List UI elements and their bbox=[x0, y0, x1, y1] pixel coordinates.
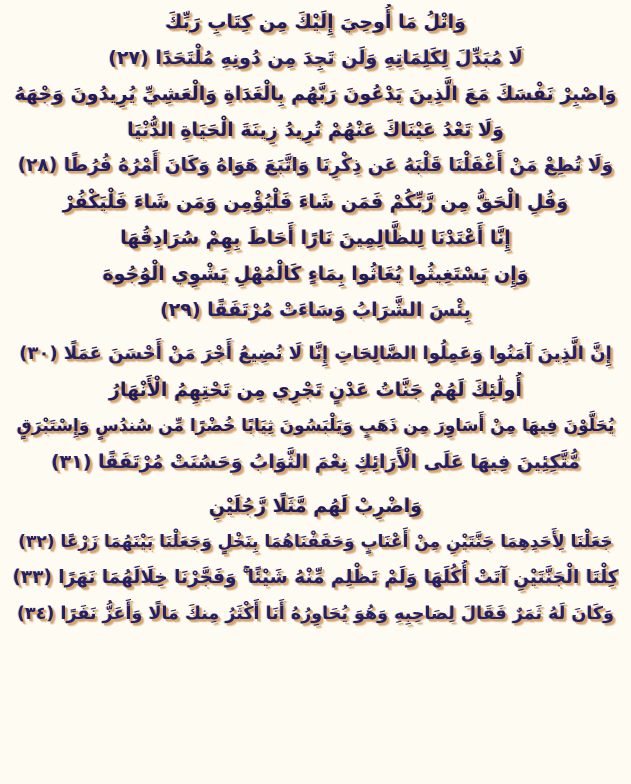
verse-gap bbox=[12, 328, 619, 336]
verse-line-13: مُّتَّكِئِينَ فِيهَا عَلَى الْأَرَائِكِ نِعْمَ الثَّوَابُ وَحَسُنَتْ مُرْتَفَقًا (٣١) bbox=[50, 451, 581, 473]
verse-line-10: إِنَّ الَّذِينَ آمَنُوا وَعَمِلُوا الصَّالِحَاتِ إِنَّا لَا نُضِيعُ أَجْرَ مَنْ أَحْسَنَ عَمَلًا (٣٠) bbox=[19, 343, 612, 364]
verse-line-6: وَقُلِ الْحَقُّ مِن رَّبِّكُمْ فَمَن شَاءَ فَلْيُؤْمِن وَمَن شَاءَ فَلْيَكْفُرْ bbox=[62, 191, 569, 213]
verse-line-7: إِنَّا أَعْتَدْنَا لِلظَّالِمِينَ نَارًا أَحَاطَ بِهِمْ سُرَادِقُهَا bbox=[120, 227, 511, 249]
verse-line-5: وَلَا تُطِعْ مَنْ أَغْفَلْنَا قَلْبَهُ عَن ذِكْرِنَا وَاتَّبَعَ هَوَاهُ وَكَانَ أَمْرُهُ فُرُطًا (٢٨) bbox=[17, 155, 614, 176]
verse-line-14: وَاضْرِبْ لَهُم مَّثَلًا رَّجُلَيْنِ bbox=[208, 495, 423, 517]
verse-line-8: وَإِن يَسْتَغِيثُوا يُغَاثُوا بِمَاءٍ كَالْمُهْلِ يَشْوِي الْوُجُوهَ bbox=[102, 263, 529, 285]
verse-line-4: وَلَا تَعْدُ عَيْنَاكَ عَنْهُمْ تُرِيدُ زِينَةَ الْحَيَاةِ الدُّنْيَا bbox=[127, 119, 504, 141]
verse-line-11: أُولَٰئِكَ لَهُمْ جَنَّاتُ عَدْنٍ تَجْرِي مِن تَحْتِهِمُ الْأَنْهَارُ bbox=[109, 379, 522, 401]
verse-line-2: لَا مُبَدِّلَ لِكَلِمَاتِهِ وَلَن تَجِدَ مِن دُونِهِ مُلْتَحَدًا (٢٧) bbox=[108, 47, 523, 69]
verse-line-3: وَاصْبِرْ نَفْسَكَ مَعَ الَّذِينَ يَدْعُونَ رَبَّهُم بِالْغَدَاةِ وَالْعَشِيِّ يُرِيدُونَ وَجْهَهُ bbox=[14, 83, 617, 105]
verse-line-1: وَاتْلُ مَا أُوحِيَ إِلَيْكَ مِن كِتَابِ رَبِّكَ bbox=[165, 11, 466, 33]
verse-gap bbox=[12, 480, 619, 488]
verse-line-15: جَعَلْنَا لِأَحَدِهِمَا جَنَّتَيْنِ مِنْ أَعْنَابٍ وَحَفَفْنَاهُمَا بِنَخْلٍ وَجَعَلْنَا بَيْنَهُمَا زَرْعًا (٣٢) bbox=[18, 532, 613, 552]
verse-line-12: يُحَلَّوْنَ فِيهَا مِنْ أَسَاوِرَ مِن ذَهَبٍ وَيَلْبَسُونَ ثِيَابًا خُضْرًا مِّن سُندُسٍ وَإِسْتَبْرَقٍ bbox=[16, 416, 615, 436]
verse-line-17: وَكَانَ لَهُ ثَمَرٌ فَقَالَ لِصَاحِبِهِ وَهُوَ يُحَاوِرُهُ أَنَا أَكْثَرُ مِنكَ مَالًا وَأَعَزُّ نَفَرًا (٣٤) bbox=[17, 604, 614, 624]
verse-line-16: كِلْتَا الْجَنَّتَيْنِ آتَتْ أُكُلَهَا وَلَمْ تَظْلِم مِّنْهُ شَيْئًا ۚ وَفَجَّرْنَا خِلَالَهُمَا نَهَرًا (٣٣) bbox=[12, 567, 619, 588]
verse-line-9: بِئْسَ الشَّرَابُ وَسَاءَتْ مُرْتَفَقًا (٢٩) bbox=[160, 299, 471, 321]
